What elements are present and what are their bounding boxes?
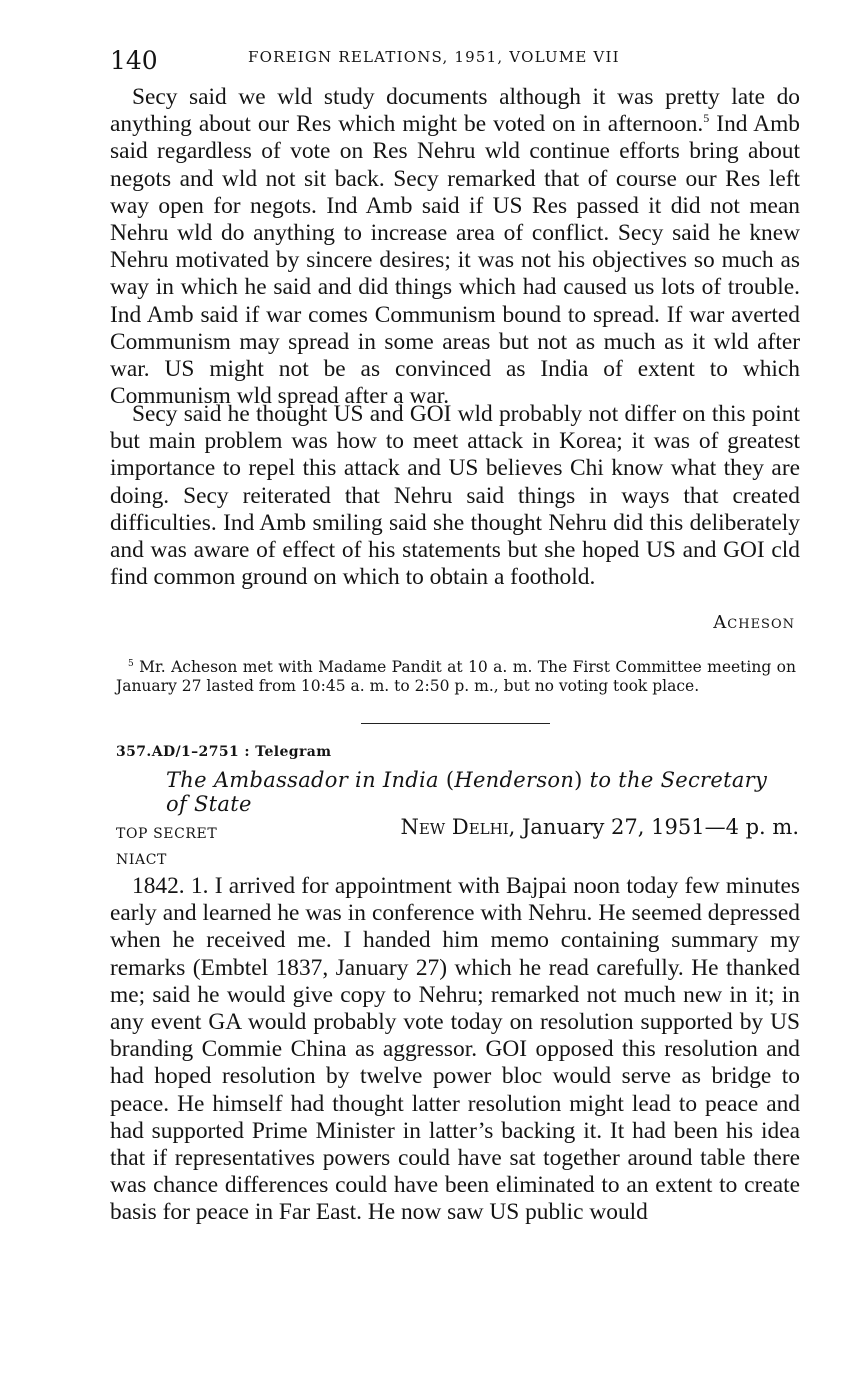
- telegram-para1-text: 1842. 1. I arrived for appointment with Bajpai noon today few minutes early and learned he was in conference with Nehru. He seemed depressed when he received me. I handed him memo containing summary my remarks (Embtel 1837, January 27) which he read carefully. He thanked me; said he would give copy to Nehru; remarked not much new in it; in any event GA would probably vote today on resolution supported by US branding Commie China as aggressor. GOI opposed this resolution and had hoped resolution by twelve power bloc would serve as bridge to peace. He himself had thought latter resolution might lead to peace and had supported Prime Minister in latter’s backing it. It had been his idea that if representatives powers could have sat together around table there was chance differences could have been eliminated to an extent to create basis for peace in Far East. He now saw US public would: [110, 873, 800, 1226]
- title-paren-open: (: [445, 768, 455, 792]
- title-paren-close: ): [574, 768, 583, 792]
- title-part-2: to the Secretary of State: [166, 768, 768, 816]
- dateline-date: , January 27, 1951—4 p. m.: [508, 815, 799, 839]
- dateline-place: New Delhi: [400, 815, 509, 839]
- precedence: NIACT: [116, 852, 167, 868]
- page-header: [110, 44, 800, 76]
- para2-text: Secy said he thought US and GOI wld probably not differ on this point but main problem was how to meet attack in Korea; it was of greatest importance to repel this attack and US believes Chi know what they are doing. Secy reiterated that Nehru said things in ways that created difficulties. Ind Amb smiling said she thought Nehru did this deliberately and was aware of effect of his statements but she hoped US and GOI cld find common ground on which to obtain a foothold.: [110, 401, 800, 591]
- para1-text: Secy said we wld study documents although it was pretty late do anything about our Res which might be voted on in afternoon.: [110, 84, 800, 138]
- title-name: Henderson: [454, 768, 575, 792]
- footnote-text: Mr. Acheson met with Madame Pandit at 10 a. m. The First Committee meeting on January 27 lasted from 10:45 a. m. to 2:50 p. m., but no voting took place.: [116, 658, 797, 695]
- body-paragraph-2: [110, 401, 800, 591]
- running-head: FOREIGN RELATIONS, 1951, VOLUME VII: [248, 48, 620, 66]
- title-part-1: The Ambassador in India: [166, 768, 446, 792]
- section-divider: [361, 723, 550, 724]
- file-reference: 357.AD/1–2751 : Telegram: [116, 744, 332, 760]
- body-paragraph-1: [110, 84, 800, 410]
- footnote-marker: 5: [128, 658, 134, 669]
- telegram-paragraph-1: [110, 873, 800, 1227]
- footnote-ref-5[interactable]: 5: [703, 111, 710, 126]
- footnote: [116, 658, 796, 696]
- document-title: [166, 768, 786, 816]
- signature: Acheson: [713, 612, 795, 633]
- page-number: 140: [110, 46, 158, 75]
- dateline: [400, 815, 799, 839]
- para1-continuation: Ind Amb said regardless of vote on Res Nehru wld continue efforts bring about negots and wld not sit back. Secy remarked that of course our Res left way open for negots. Ind Amb said if US Res passed it did not mean Nehru wld do anything to increase area of conflict. Secy said he knew Nehru motivated by sincere desires; it was not his objectives so much as way in which he said and did things which had caused us lots of trouble. Ind Amb said if war comes Communism bound to spread. If war averted Communism may spread in some areas but not as much as it wld after war. US might not be as convinced as India of extent to which Communism wld spread after a war.: [110, 111, 800, 410]
- classification: TOP SECRET: [116, 826, 218, 842]
